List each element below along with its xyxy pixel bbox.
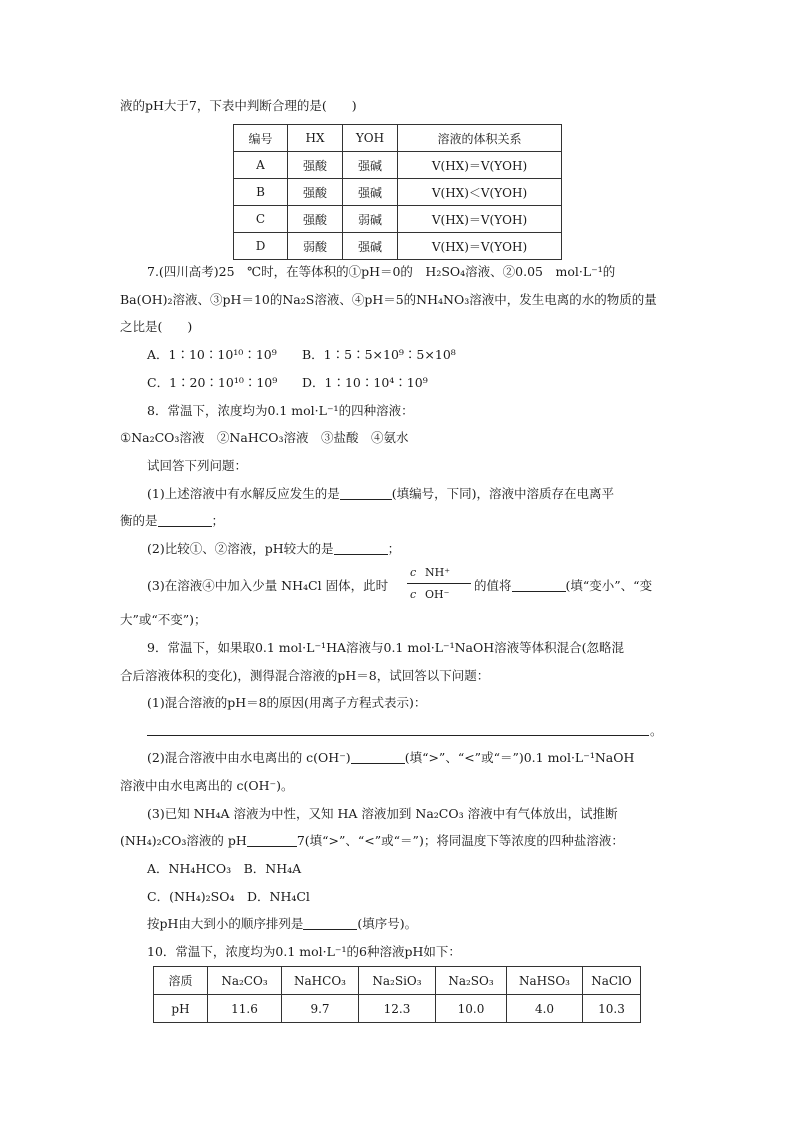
q9-option-ab: A．NH₄HCO₃ B．NH₄A — [147, 861, 302, 876]
table-cell: 4.0 — [507, 995, 583, 1023]
table-cell: 强碱 — [343, 179, 398, 206]
table-cell: V(HX)＝V(YOH) — [398, 206, 562, 233]
table-cell: 强酸 — [288, 152, 343, 179]
q9-line-1: 9．常温下，如果取0.1 mol·L⁻¹HA溶液与0.1 mol·L⁻¹NaOH溶液等体积混合(忽略混 — [147, 640, 625, 655]
header-cell: 编号 — [234, 125, 288, 152]
answer-blank — [158, 513, 212, 527]
q9-sub3-text-c: 7(填“>”、“<”或“＝”)；将同温度下等浓度的四种盐溶液： — [296, 833, 624, 848]
q8-sub3-line-c: 大”或“不变”)； — [120, 612, 207, 627]
ph-values-table — [153, 966, 641, 1023]
table-cell: 10.0 — [436, 995, 507, 1023]
header-cell: NaHCO₃ — [282, 967, 359, 995]
table-cell: 11.6 — [208, 995, 282, 1023]
q8-sub2-text-a: (2)比较①、②溶液，pH较大的是 — [147, 541, 334, 556]
q8-sub3-text-b: 的值将 — [474, 578, 512, 593]
answer-blank — [334, 541, 388, 555]
q7-option-c: C．1∶20∶10¹⁰∶10⁹ — [147, 375, 278, 390]
table-cell: 强酸 — [288, 206, 343, 233]
q9-sub2-line — [147, 749, 634, 767]
answer-blank — [247, 833, 297, 847]
q8-sub3-line-b — [474, 577, 652, 595]
q9-sub2-cont: 溶液中由水电离出的 c(OH⁻)。 — [120, 778, 294, 793]
q9-order-text-b: (填序号)。 — [357, 916, 418, 931]
q7-line-3: 之比是( ) — [120, 319, 193, 334]
answer-blank — [340, 486, 392, 500]
table-cell: 12.3 — [359, 995, 436, 1023]
answer-blank — [351, 750, 405, 764]
answer-blank — [303, 916, 357, 930]
table-header-row — [234, 125, 562, 152]
q9-sub1: (1)混合溶液的pH＝8的原因(用离子方程式表示)： — [147, 695, 427, 710]
row-label-cell: pH — [154, 995, 208, 1023]
header-cell: 溶液的体积关系 — [398, 125, 562, 152]
q9-order-line — [147, 915, 417, 933]
q8-sub1-line — [147, 485, 614, 503]
table-cell: D — [234, 233, 288, 260]
ph-judgement-table — [233, 124, 562, 260]
header-cell: NaClO — [583, 967, 641, 995]
table-cell: V(HX)＝V(YOH) — [398, 152, 562, 179]
table-header-row — [154, 967, 641, 995]
header-cell: 溶质 — [154, 967, 208, 995]
q8-sub2-text-b: ； — [387, 541, 401, 556]
table-cell: 弱酸 — [288, 233, 343, 260]
fraction-c-denominator: c — [410, 588, 417, 601]
q9-line-2: 合后溶液体积的变化)，测得混合溶液的pH＝8，试回答以下问题： — [120, 668, 490, 683]
header-cell: Na₂CO₃ — [208, 967, 282, 995]
q8-line-3: 试回答下列问题： — [147, 458, 248, 473]
q9-sub3-text-b: (NH₄)₂CO₃溶液的 pH — [120, 833, 247, 848]
q7-option-a: A．1∶10∶10¹⁰∶10⁹ — [147, 347, 277, 362]
table-cell: A — [234, 152, 288, 179]
q10-line-1: 10．常温下，浓度均为0.1 mol·L⁻¹的6种溶液pH如下： — [147, 944, 461, 959]
q7-line-1: 7.(四川高考)25 ℃时，在等体积的①pH＝0的 H₂SO₄溶液、②0.05 mol·L⁻¹的 — [147, 264, 616, 279]
fraction-bar — [407, 583, 471, 584]
header-cell: YOH — [343, 125, 398, 152]
table-cell: 10.3 — [583, 995, 641, 1023]
fraction-c-numerator: c — [410, 566, 417, 579]
table-cell: B — [234, 179, 288, 206]
q9-sub2-text-b: (填“>”、“<”或“＝”)0.1 mol·L⁻¹NaOH — [404, 750, 635, 765]
q9-sub1-end: 。 — [650, 723, 663, 738]
intro-line: 液的pH大于7，下表中判断合理的是( ) — [120, 98, 357, 113]
header-cell: NaHSO₃ — [507, 967, 583, 995]
q7-option-d: D．1∶10∶10⁴∶10⁹ — [302, 375, 428, 390]
table-cell: 强碱 — [343, 152, 398, 179]
header-cell: HX — [288, 125, 343, 152]
q8-sub3-text-c: (填“变小”、“变 — [565, 578, 653, 593]
q7-option-b: B．1∶5∶5×10⁹∶5×10⁸ — [302, 347, 456, 362]
q7-line-2: Ba(OH)₂溶液、③pH＝10的Na₂S溶液、④pH＝5的NH₄NO₃溶液中，发生电离的水的物质的量 — [120, 292, 657, 307]
table-cell: V(HX)＜V(YOH) — [398, 179, 562, 206]
table-row — [234, 206, 562, 233]
q8-sub1-text-b: (填编号，下同)，溶液中溶质存在电离平 — [391, 486, 614, 501]
table-cell: V(HX)＝V(YOH) — [398, 233, 562, 260]
q8-sub3-line-a: (3)在溶液④中加入少量 NH₄Cl 固体，此时 — [147, 578, 389, 593]
table-cell: 强碱 — [343, 233, 398, 260]
answer-blank — [512, 578, 566, 592]
table-cell: C — [234, 206, 288, 233]
q9-order-text-a: 按pH由大到小的顺序排列是 — [147, 916, 304, 931]
q9-sub3-cont — [120, 832, 624, 850]
table-row — [234, 233, 562, 260]
fraction-denominator: OH⁻ — [425, 588, 450, 601]
q8-sub1-text-d: ； — [211, 513, 225, 528]
table-row — [234, 179, 562, 206]
q9-option-cd: C．(NH₄)₂SO₄ D．NH₄Cl — [147, 889, 310, 904]
q9-sub3-line: (3)已知 NH₄A 溶液为中性，又知 HA 溶液加到 Na₂CO₃ 溶液中有气体放出，试推断 — [147, 806, 618, 821]
answer-blank-long — [147, 722, 649, 736]
q8-sub1-text-a: (1)上述溶液中有水解反应发生的是 — [147, 486, 340, 501]
table-cell: 强酸 — [288, 179, 343, 206]
table-cell: 9.7 — [282, 995, 359, 1023]
header-cell: Na₂SiO₃ — [359, 967, 436, 995]
q8-line-1: 8．常温下，浓度均为0.1 mol·L⁻¹的四种溶液： — [147, 403, 414, 418]
q8-sub1-cont — [120, 512, 224, 530]
header-cell: Na₂SO₃ — [436, 967, 507, 995]
q8-line-2: ①Na₂CO₃溶液 ②NaHCO₃溶液 ③盐酸 ④氨水 — [120, 430, 409, 445]
table-cell: 弱碱 — [343, 206, 398, 233]
q8-sub2-line — [147, 540, 400, 558]
q8-sub1-text-c: 衡的是 — [120, 513, 158, 528]
q9-sub2-text-a: (2)混合溶液中由水电离出的 c(OH⁻) — [147, 750, 351, 765]
table-row — [234, 152, 562, 179]
fraction-numerator: NH⁺ — [425, 566, 451, 579]
table-row — [154, 995, 641, 1023]
